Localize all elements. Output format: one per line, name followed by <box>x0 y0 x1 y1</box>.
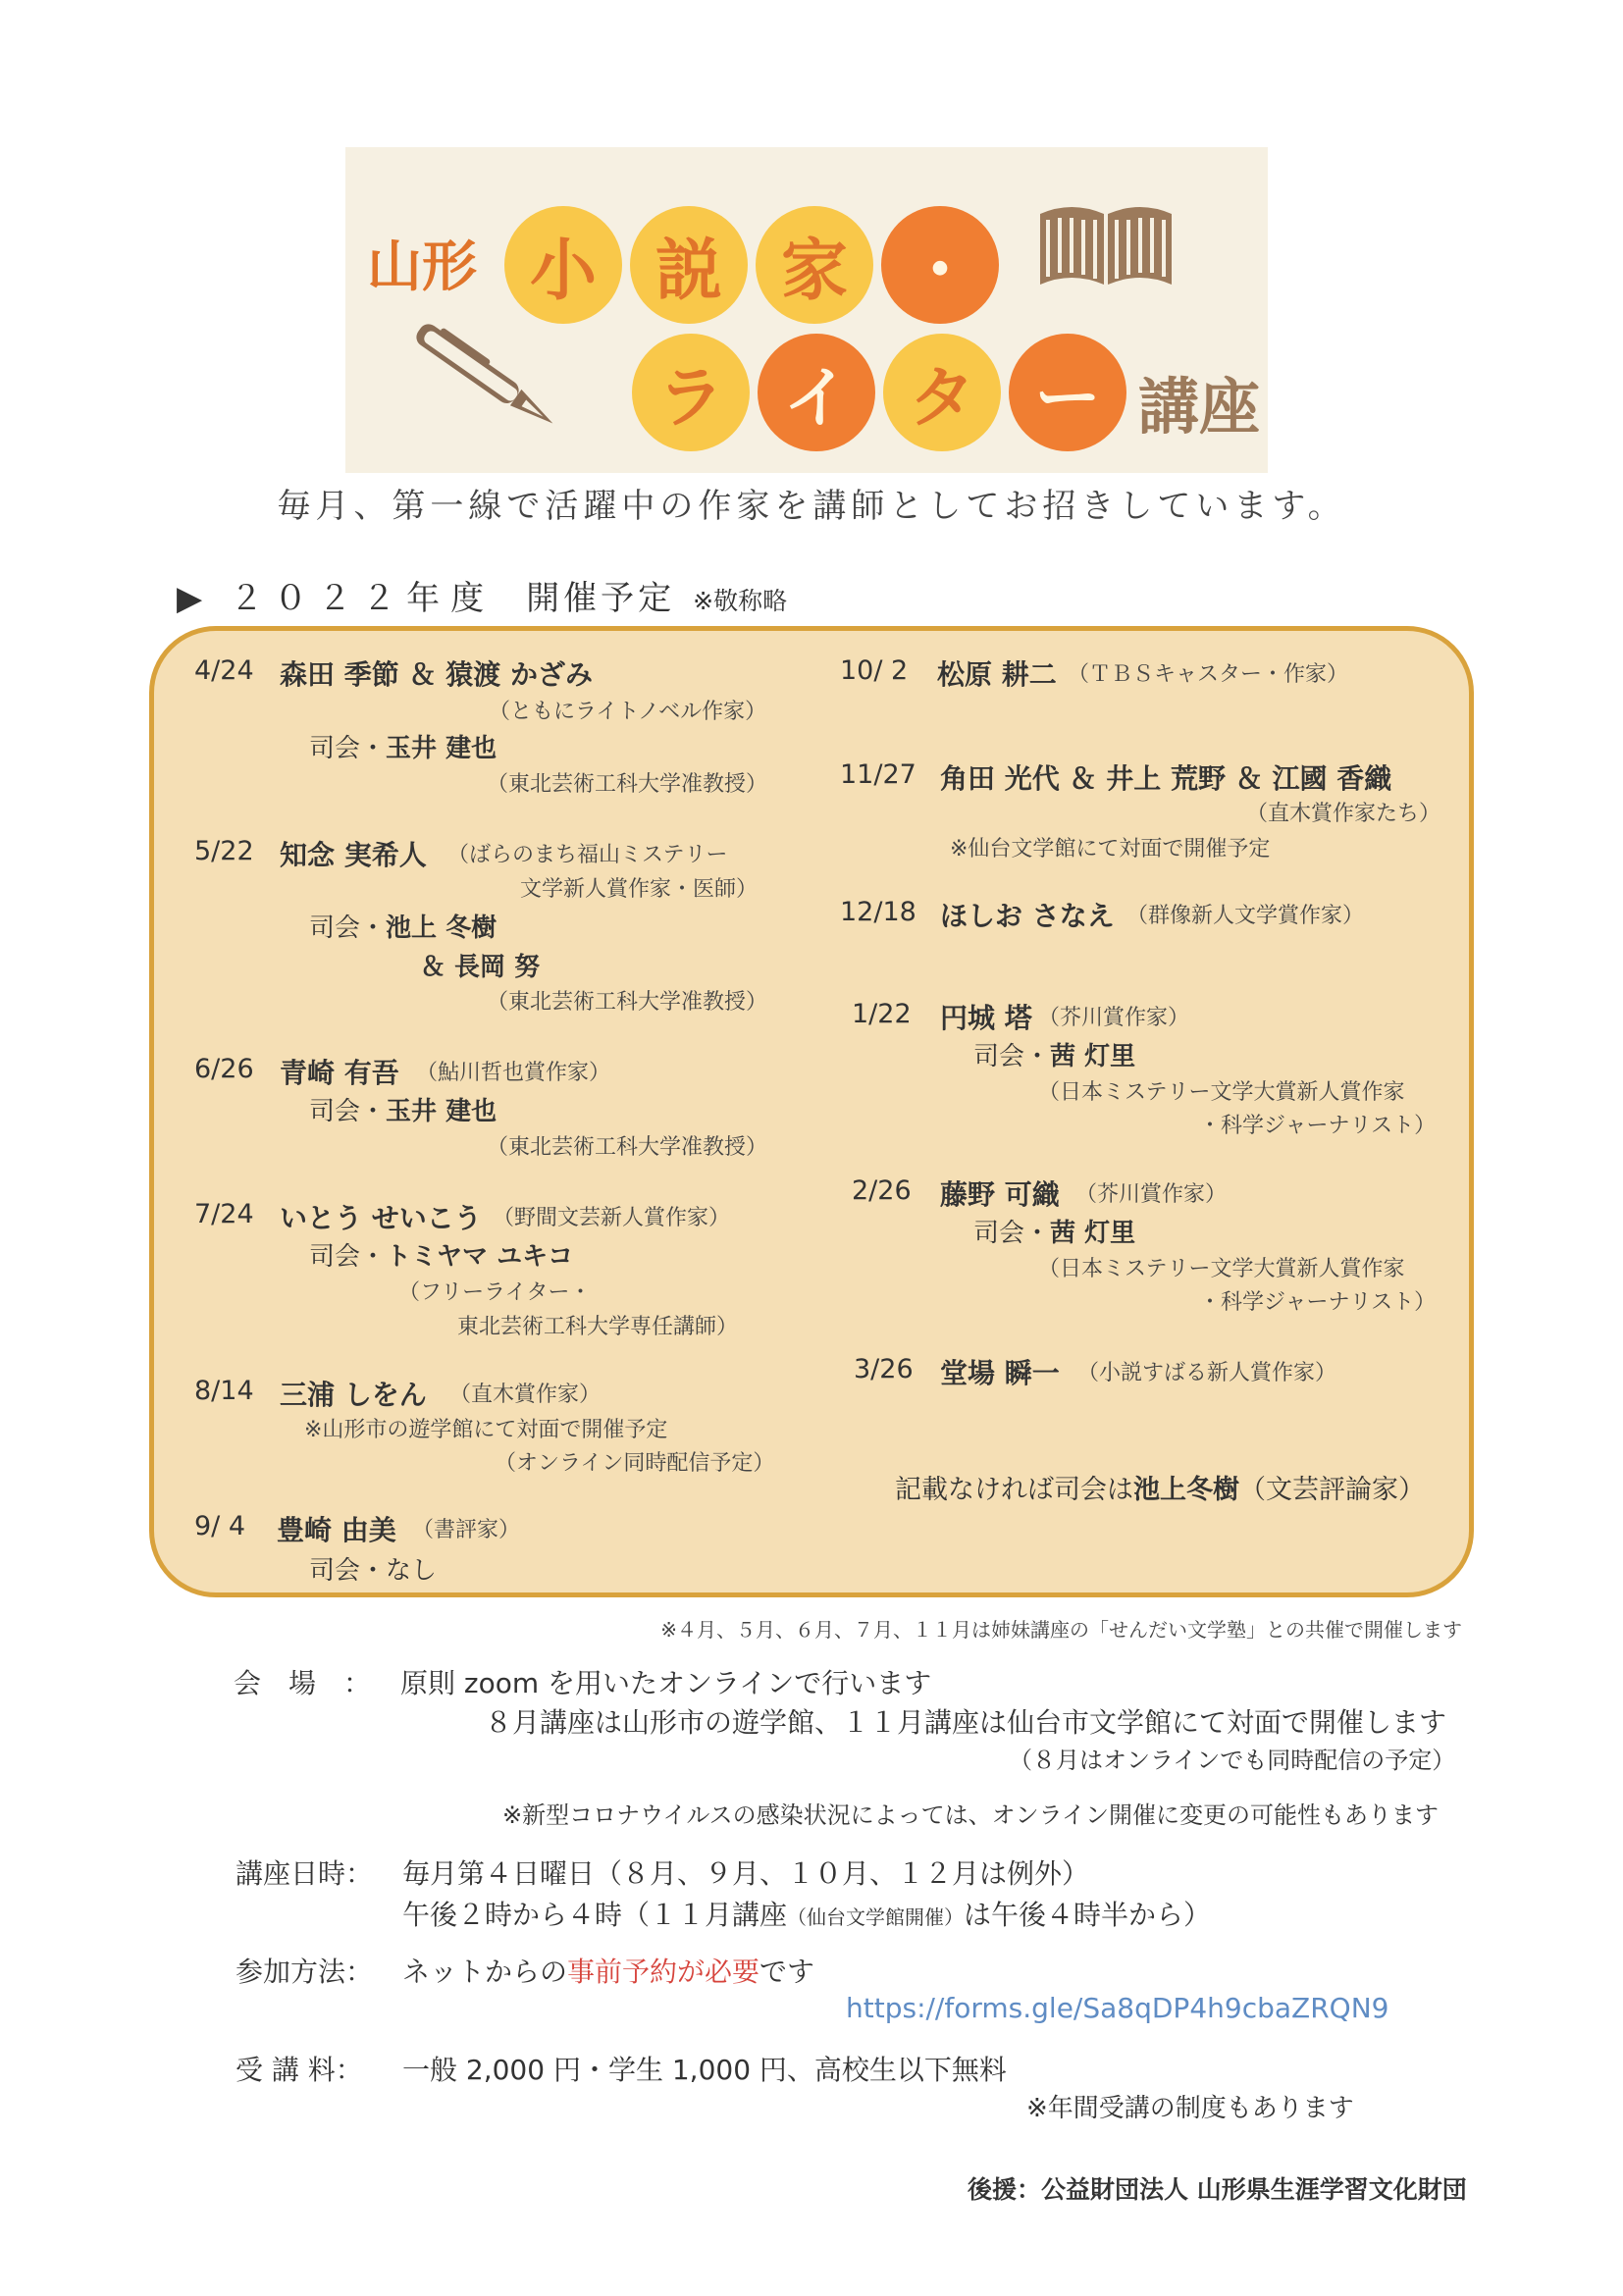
event-date: 3/26 <box>854 1354 914 1384</box>
schedule-heading <box>177 571 787 619</box>
venue-label: 会 場 ： <box>234 1667 372 1699</box>
event-speaker-note: （野間文芸新人賞作家） <box>493 1206 731 1230</box>
event-date: 11/27 <box>840 759 916 790</box>
event-speaker-note: （直木賞作家） <box>449 1383 602 1407</box>
event-venue-note: ※仙台文学館にて対面で開催予定 <box>950 837 1271 861</box>
event-date: 6/26 <box>194 1054 254 1084</box>
event-speaker-note: （ＴＢＳキャスター・作家） <box>1068 662 1349 687</box>
mc-name: なし <box>386 1556 438 1586</box>
annual-note: ※年間受講の制度もあります <box>1026 2094 1354 2123</box>
datetime-part: （仙台文学館開催） <box>787 1905 965 1929</box>
join-line <box>402 1951 814 1990</box>
datetime-part: は午後４時半から） <box>964 1899 1212 1931</box>
join-label: 参加方法： <box>236 1956 374 1988</box>
event-speaker: 藤野 可織 <box>940 1178 1060 1211</box>
event-mc-note: （日本ミステリー文学大賞新人賞作家 <box>1038 1080 1405 1105</box>
default-mc-prefix: 記載なければ司会は <box>895 1475 1133 1505</box>
event-speaker-note: （書評家） <box>412 1518 521 1542</box>
event-speaker-note: （直木賞作家たち） <box>1246 802 1441 826</box>
event-mc-note: ・科学ジャーナリスト） <box>1199 1290 1437 1315</box>
default-mc-note <box>895 1468 1425 1506</box>
fee-line: 一般 2,000 円・学生 1,000 円、高校生以下無料 <box>402 2054 1007 2086</box>
event-date: 12/18 <box>840 897 916 927</box>
mc-name: 茜 灯里 <box>1050 1219 1136 1248</box>
mc-name: 池上 冬樹 <box>386 913 497 943</box>
banner-char: ラ <box>632 334 750 451</box>
banner-char: ・ <box>881 206 999 324</box>
event-stream-note: （オンライン同時配信予定） <box>495 1451 775 1476</box>
event-speaker: 堂場 瞬一 <box>940 1357 1060 1389</box>
event-mc-note: （東北芸術工科大学准教授） <box>487 990 768 1015</box>
event-speaker-note: （ともにライトノベル作家） <box>489 700 767 724</box>
mc-name: トミヤマ ユキコ <box>386 1242 574 1272</box>
event-mc-note: ・科学ジャーナリスト） <box>1199 1114 1437 1138</box>
mc-name: 玉井 建也 <box>386 734 497 763</box>
event-mc <box>309 908 497 944</box>
mc-label: 司会・ <box>309 1242 387 1272</box>
reservation-required: 事前予約が必要 <box>567 1956 760 1988</box>
event-mc <box>309 728 497 764</box>
banner-char: タ <box>883 334 1001 451</box>
mc-label: 司会・ <box>309 1556 387 1586</box>
event-mc <box>309 1550 437 1587</box>
event-mc-note: （フリーライター・ <box>398 1280 592 1305</box>
event-speaker: 三浦 しをん <box>280 1379 427 1411</box>
event-mc-second: ＆ 長岡 努 <box>420 953 541 982</box>
mc-label: 司会・ <box>309 1097 387 1126</box>
event-speaker: 円城 塔 <box>940 1002 1032 1034</box>
mc-label: 司会・ <box>973 1219 1051 1248</box>
tagline: 毎月、第一線で活躍中の作家を講師としてお招きしています。 <box>277 487 1346 526</box>
event-speaker-note: （群像新人文学賞作家） <box>1126 904 1365 928</box>
triangle-marker-icon: ▶ <box>177 579 203 618</box>
honorific-note: ※敬称略 <box>693 587 788 615</box>
event-date: 1/22 <box>852 999 912 1029</box>
mc-name: 玉井 建也 <box>386 1097 497 1126</box>
event-speaker-note: 文学新人賞作家・医師） <box>520 877 759 902</box>
default-mc-name: 池上冬樹 <box>1133 1475 1239 1505</box>
event-speaker: 知念 実希人 <box>280 839 427 871</box>
sponsor: 後援：公益財団法人 山形県生涯学習文化財団 <box>968 2175 1467 2204</box>
schedule-label: 開催予定 <box>526 579 676 618</box>
default-mc-suffix: （文芸評論家） <box>1239 1475 1425 1505</box>
venue-line: 原則 zoom を用いたオンラインで行います <box>400 1667 932 1699</box>
schedule-year: ２０２２年度 <box>230 579 496 618</box>
event-speaker: ほしお さなえ <box>940 900 1115 932</box>
datetime-part: 午後２時から４時（１１月講座 <box>402 1899 788 1931</box>
event-speaker: 豊崎 由美 <box>277 1514 396 1546</box>
event-date: 4/24 <box>194 655 254 686</box>
open-book-icon <box>1032 194 1179 292</box>
event-date: 9/ 4 <box>194 1511 246 1541</box>
datetime-line: 毎月第４日曜日（８月、９月、１０月、１２月は例外） <box>402 1857 1090 1890</box>
event-date: 5/22 <box>194 836 254 866</box>
event-mc-note: （東北芸術工科大学准教授） <box>487 772 768 797</box>
banner-char: 家 <box>756 206 873 324</box>
event-date: 10/ 2 <box>840 655 909 686</box>
co-host-footnote: ※４月、５月、６月、７月、１１月は姉妹講座の「せんだい文学塾」との共催で開催します <box>660 1618 1462 1642</box>
venue-line: （８月はオンラインでも同時配信の予定） <box>1009 1747 1456 1774</box>
event-mc <box>973 1213 1135 1249</box>
event-mc-note: 東北芸術工科大学専任講師） <box>457 1315 739 1339</box>
event-date: 7/24 <box>194 1199 254 1229</box>
mc-label: 司会・ <box>309 734 387 763</box>
banner-char: イ <box>758 334 875 451</box>
title-banner <box>345 147 1268 473</box>
event-speaker-note: （ばらのまち福山ミステリー <box>447 843 728 867</box>
event-speaker-note: （小説すばる新人賞作家） <box>1077 1361 1337 1385</box>
event-mc-note: （日本ミステリー文学大賞新人賞作家 <box>1038 1257 1405 1281</box>
datetime-label: 講座日時： <box>236 1857 374 1890</box>
banner-char: ー <box>1009 334 1126 451</box>
event-speaker: 松原 耕二 <box>937 658 1057 691</box>
covid-note: ※新型コロナウイルスの感染状況によっては、オンライン開催に変更の可能性もあります <box>502 1801 1439 1829</box>
mc-label: 司会・ <box>309 913 387 943</box>
event-speaker-note: （芥川賞作家） <box>1075 1182 1228 1207</box>
event-speaker-note: （芥川賞作家） <box>1038 1006 1190 1030</box>
event-speaker: 森田 季節 ＆ 猿渡 かざみ <box>280 658 593 691</box>
banner-koza: 講座 <box>1138 371 1261 443</box>
banner-char: 説 <box>630 206 748 324</box>
registration-link[interactable]: https://forms.gle/Sa8qDP4h9cbaZRQN9 <box>846 1992 1389 2024</box>
event-mc <box>309 1091 497 1127</box>
join-prefix: ネットからの <box>402 1956 568 1988</box>
banner-yamagata: 山形 <box>367 235 477 299</box>
venue-line: ８月講座は山形市の遊学館、１１月講座は仙台市文学館にて対面で開催します <box>485 1706 1447 1739</box>
event-date: 2/26 <box>852 1175 912 1206</box>
fee-label: 受 講 料： <box>236 2054 363 2086</box>
mc-name: 茜 灯里 <box>1050 1042 1136 1071</box>
event-mc-note: （東北芸術工科大学准教授） <box>487 1135 768 1160</box>
join-suffix: です <box>759 1956 815 1988</box>
event-date: 8/14 <box>194 1376 254 1406</box>
event-speaker: 青崎 有吾 <box>280 1057 399 1089</box>
mc-label: 司会・ <box>973 1042 1051 1071</box>
event-mc <box>309 1236 573 1273</box>
event-speaker: いとう せいこう <box>280 1202 482 1234</box>
event-venue-note: ※山形市の遊学館にて対面で開催予定 <box>304 1418 668 1442</box>
event-mc <box>973 1036 1135 1072</box>
event-speaker-note: （鮎川哲也賞作家） <box>416 1061 611 1085</box>
fountain-pen-icon <box>394 309 581 446</box>
banner-char: 小 <box>504 206 622 324</box>
datetime-line <box>402 1894 1211 1933</box>
event-speaker: 角田 光代 ＆ 井上 荒野 ＆ 江國 香織 <box>940 762 1392 795</box>
